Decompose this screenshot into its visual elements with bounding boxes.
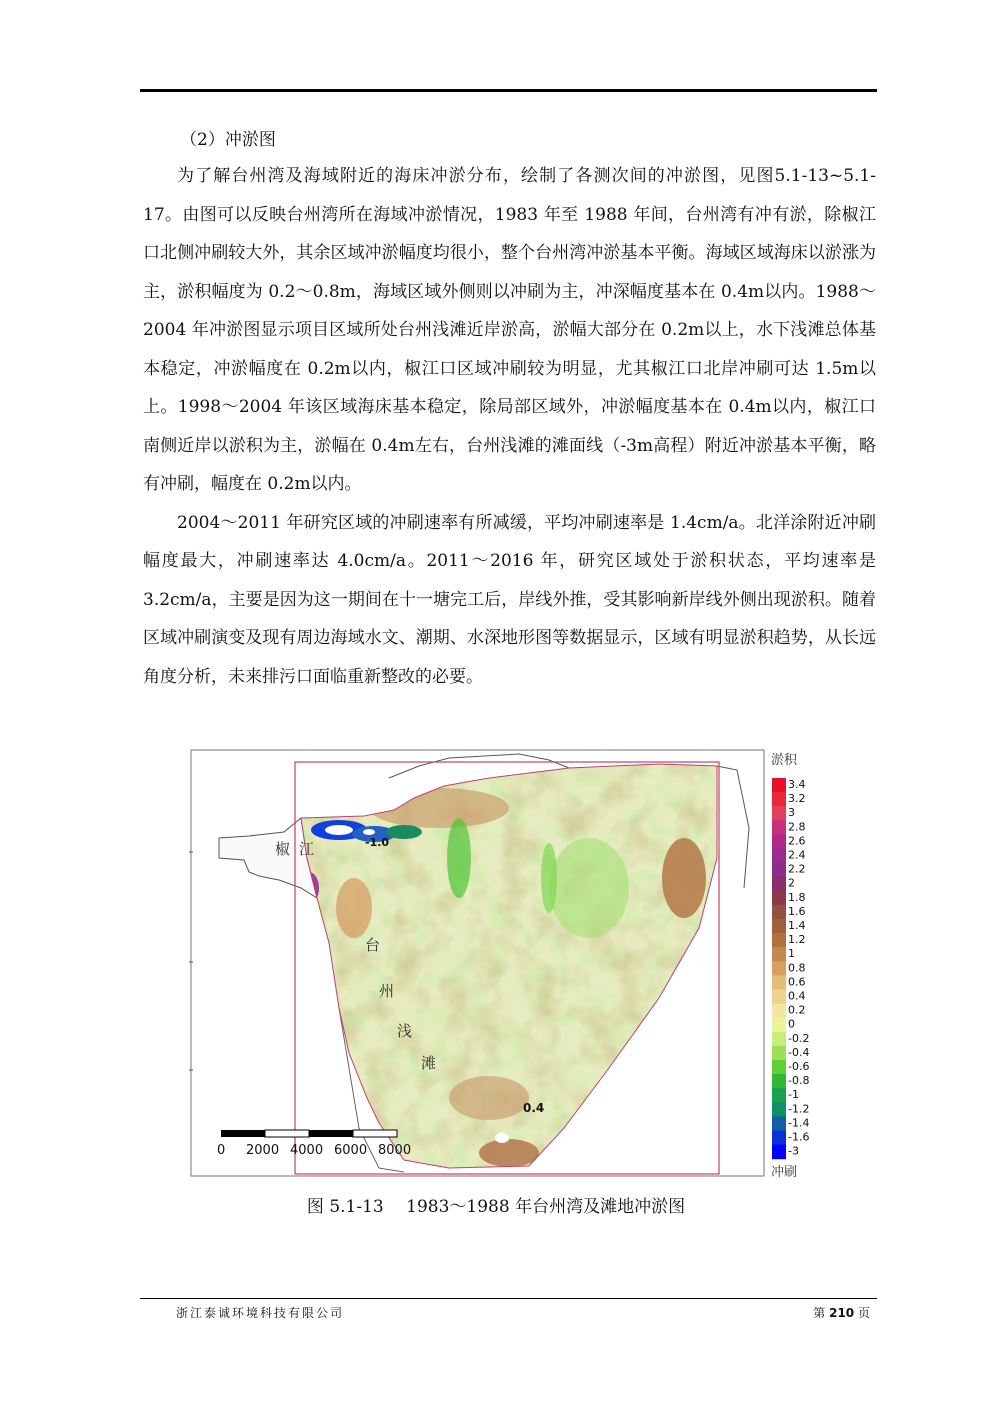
legend-swatch <box>772 961 786 976</box>
legend-swatch <box>772 863 786 878</box>
contour-label-neg: -1.0 <box>365 836 390 849</box>
legend-value: -0.8 <box>788 1074 810 1088</box>
footer-rule <box>140 1298 877 1299</box>
legend-bottom-label: 冲刷 <box>771 1165 798 1180</box>
figure-caption: 图 5.1-13 1983～1988 年台州湾及滩地冲淤图 <box>306 1197 686 1217</box>
svg-text:0: 0 <box>217 1143 226 1158</box>
legend-swatch <box>772 975 786 990</box>
legend-value: 2.4 <box>788 848 806 862</box>
svg-text:8000: 8000 <box>378 1143 412 1158</box>
legend-value: -0.6 <box>788 1060 810 1073</box>
page-number: 210 <box>829 1306 855 1320</box>
legend-value: 0.2 <box>788 1003 806 1017</box>
legend-swatch <box>772 1145 786 1160</box>
legend-swatch <box>772 834 786 849</box>
legend-value: -1 <box>788 1088 799 1102</box>
legend-swatch <box>772 990 786 1005</box>
legend-swatch <box>772 933 786 948</box>
legend-swatch <box>772 1131 786 1146</box>
contour-label-pos: 0.4 <box>523 1101 545 1115</box>
legend-swatch <box>772 919 786 934</box>
svg-text:4000: 4000 <box>290 1143 324 1158</box>
label-tai: 台 <box>365 936 381 954</box>
legend-value: 2 <box>788 876 795 890</box>
legend-value: -0.4 <box>788 1045 810 1059</box>
label-jiang: 江 <box>299 840 315 858</box>
legend <box>772 778 809 1159</box>
legend-swatch <box>772 1004 786 1019</box>
erosion-deposition-map <box>189 748 814 1180</box>
legend-value: 3.2 <box>788 792 806 806</box>
legend-value: 1.4 <box>788 919 806 932</box>
legend-swatch <box>772 778 786 793</box>
svg-text:2000: 2000 <box>246 1143 280 1158</box>
section-heading: （2）冲淤图 <box>180 130 276 150</box>
legend-swatch <box>772 1060 786 1075</box>
paragraph-2: 2004～2011 年研究区域的冲刷速率有所减缓，平均冲刷速率是 1.4cm/a。北洋涂附近冲刷幅度最大，冲刷速率达 4.0cm/a。2011～2016 年，研究区域处于淤积状态，平均速率是 3.2cm/a，主要是因为这一期间在十一塘完工后，岸线外推，受其影响新岸线外侧出现淤积。随着区域冲刷演变及现有周边海域水文、潮期、水深地形图等数据显示，区域有明显淤积趋势，从长远角度分析，未来排污口面临重新整改的必要。 <box>143 512 876 687</box>
legend-value: 2.2 <box>788 862 806 876</box>
paragraph-1: 为了解台州湾及海域附近的海床冲淤分布，绘制了各测次间的冲淤图，见图5.1-13~5.1-17。由图可以反映台州湾所在海域冲淤情况，1983 年至 1988 年间，台州湾有冲有淤，除椒江口北侧冲刷较大外，其余区域冲淤幅度均很小，整个台州湾冲淤基本平衡。海域区域海床以淤涨为主，淤积幅度为 0.2～0.8m，海域区域外侧则以冲刷为主，冲深幅度基本在 0.4m以内。1988～2004 年冲淤图显示项目区域所处台州浅滩近岸淤高，淤幅大部分在 0.2m以上，水下浅滩总体基本稳定，冲淤幅度在 0.2m以内，椒江口区域冲刷较为明显，尤其椒江口北岸冲刷可达 1.5m以上。1998～2004 年该区域海床基本稳定，除局部区域外，冲淤幅度基本在 0.4m以内，椒江口南侧近岸以淤积为主，淤幅在 0.4m左右，台州浅滩的滩面线（-3m高程）附近冲淤基本平衡，略有冲刷，幅度在 0.2m以内。 <box>143 166 876 494</box>
label-tan: 滩 <box>421 1054 437 1072</box>
legend-swatch <box>772 806 786 821</box>
legend-value: -1.4 <box>788 1116 810 1130</box>
legend-value: -1.2 <box>788 1102 810 1116</box>
legend-swatch <box>772 1116 786 1131</box>
legend-value: 0 <box>788 1017 795 1031</box>
label-jiao: 椒 <box>275 840 291 858</box>
legend-swatch <box>772 792 786 807</box>
legend-value: -3 <box>788 1144 799 1158</box>
legend-value: 1.8 <box>788 890 806 904</box>
legend-value: 0.6 <box>788 975 806 989</box>
footer-company: 浙江泰诚环境科技有限公司 <box>176 1306 345 1320</box>
scale-bar <box>217 1130 411 1158</box>
legend-value: 0.4 <box>788 989 806 1003</box>
legend-swatch <box>772 1074 786 1089</box>
legend-swatch <box>772 905 786 920</box>
legend-title: 淤积 <box>771 753 798 768</box>
footer-page <box>813 1304 870 1321</box>
body-text <box>143 157 876 696</box>
legend-value: 1 <box>788 947 795 961</box>
legend-value: 0.8 <box>788 961 806 975</box>
legend-value: -1.6 <box>788 1130 810 1144</box>
legend-swatch <box>772 1046 786 1061</box>
label-qian: 浅 <box>397 1022 413 1040</box>
legend-value: 2.6 <box>788 834 806 848</box>
legend-swatch <box>772 947 786 962</box>
legend-value: 3 <box>788 806 795 820</box>
page-suffix: 页 <box>857 1306 870 1320</box>
svg-text:6000: 6000 <box>334 1143 368 1158</box>
legend-swatch <box>772 891 786 906</box>
legend-swatch <box>772 820 786 835</box>
legend-swatch <box>772 1102 786 1117</box>
page-prefix: 第 <box>813 1306 826 1320</box>
legend-swatch <box>772 1032 786 1047</box>
legend-value: 3.4 <box>788 778 806 791</box>
legend-swatch <box>772 1088 786 1103</box>
legend-value: 1.2 <box>788 933 806 947</box>
legend-value: -0.2 <box>788 1031 810 1045</box>
legend-swatch <box>772 877 786 892</box>
legend-swatch <box>772 1018 786 1033</box>
legend-value: 1.6 <box>788 904 806 918</box>
header-rule <box>140 89 877 92</box>
legend-swatch <box>772 849 786 864</box>
label-zhou: 州 <box>379 982 395 1000</box>
map-svg <box>189 748 814 1180</box>
legend-value: 2.8 <box>788 820 806 834</box>
